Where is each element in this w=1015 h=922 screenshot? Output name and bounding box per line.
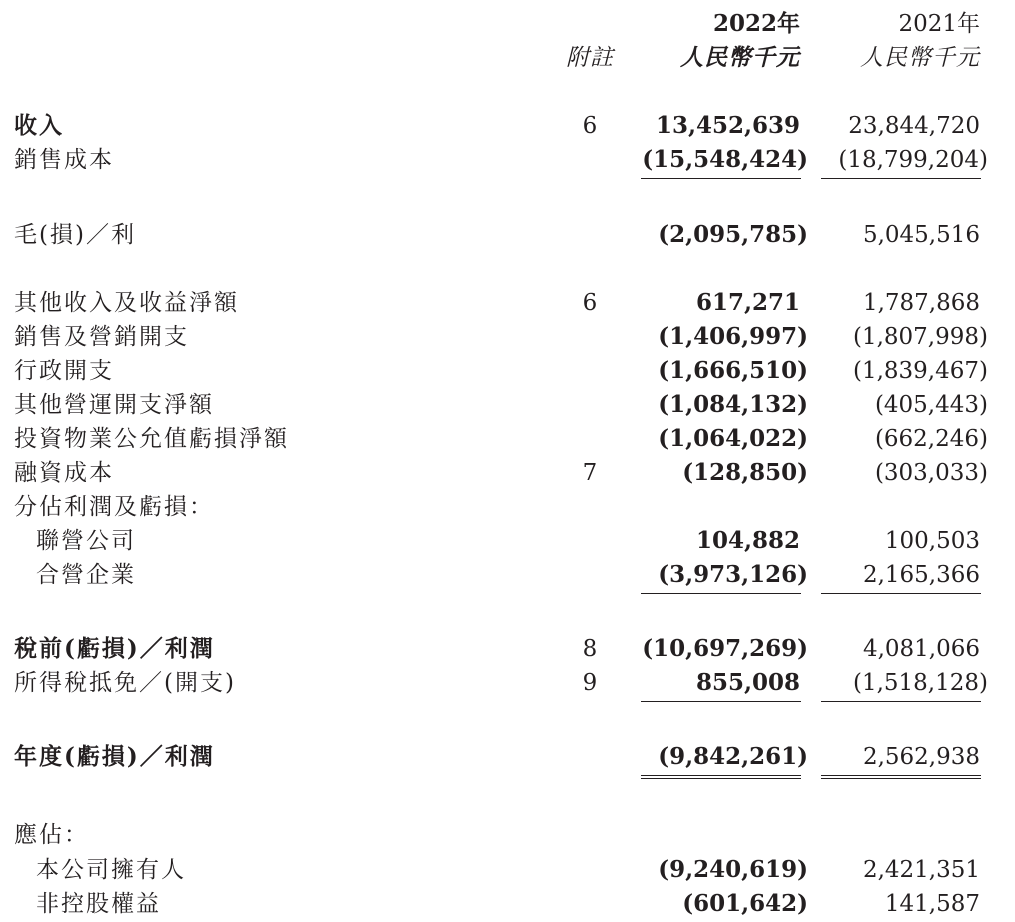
row-label-associates: 聯營公司 bbox=[36, 528, 136, 554]
row-py-revenue: 23,844,720 bbox=[848, 113, 980, 139]
header-year-current: 2022年 bbox=[712, 10, 800, 37]
row-note-tax: 9 bbox=[582, 670, 598, 696]
row-cy-revenue: 13,452,639 bbox=[655, 112, 800, 139]
row-py-finance-costs: (303,033) bbox=[874, 460, 988, 486]
row-cy-jv: (3,973,126) bbox=[658, 561, 808, 588]
subtotal-rule-current bbox=[641, 593, 801, 594]
row-label-share-heading: 分佔利潤及虧損： bbox=[14, 494, 214, 520]
subtotal-rule-prior bbox=[821, 701, 981, 702]
row-cy-tax: 855,008 bbox=[695, 669, 800, 696]
row-label-nci: 非控股權益 bbox=[36, 891, 161, 917]
row-cy-cost-of-sales: (15,548,424) bbox=[642, 146, 808, 173]
row-py-tax: (1,518,128) bbox=[852, 670, 988, 696]
row-note-revenue: 6 bbox=[582, 113, 598, 139]
row-py-nci: 141,587 bbox=[884, 891, 980, 917]
row-cy-associates: 104,882 bbox=[695, 527, 800, 554]
row-cy-gross: (2,095,785) bbox=[658, 221, 808, 248]
header-note-label: 附註 bbox=[566, 45, 614, 71]
row-py-selling: (1,807,998) bbox=[852, 324, 988, 350]
row-label-revenue: 收入 bbox=[14, 112, 64, 139]
row-label-gross: 毛(損)／利 bbox=[14, 222, 136, 248]
row-label-jv: 合營企業 bbox=[36, 562, 136, 588]
row-cy-other-income: 617,271 bbox=[695, 289, 800, 316]
row-py-jv: 2,165,366 bbox=[862, 562, 980, 588]
row-cy-owners: (9,240,619) bbox=[658, 856, 808, 883]
subtotal-rule-current bbox=[641, 701, 801, 702]
row-label-year-result: 年度(虧損)／利潤 bbox=[14, 743, 215, 770]
header-unit-current: 人民幣千元 bbox=[680, 44, 800, 71]
row-note-finance-costs: 7 bbox=[582, 460, 598, 486]
row-cy-other-opex: (1,084,132) bbox=[658, 391, 808, 418]
row-label-selling: 銷售及營銷開支 bbox=[14, 324, 189, 350]
header-year-prior: 2021年 bbox=[898, 11, 980, 37]
total-double-rule-prior bbox=[821, 775, 981, 779]
subtotal-rule-current bbox=[641, 178, 801, 179]
row-label-fv-loss: 投資物業公允值虧損淨額 bbox=[14, 426, 289, 452]
row-cy-fv-loss: (1,064,022) bbox=[658, 425, 808, 452]
row-py-admin: (1,839,467) bbox=[852, 358, 988, 384]
total-double-rule-current bbox=[641, 775, 801, 779]
row-label-pbt: 稅前(虧損)／利潤 bbox=[14, 635, 215, 662]
row-label-cost-of-sales: 銷售成本 bbox=[14, 147, 114, 173]
row-note-other-income: 6 bbox=[582, 290, 598, 316]
row-cy-pbt: (10,697,269) bbox=[642, 635, 808, 662]
row-cy-admin: (1,666,510) bbox=[658, 357, 808, 384]
row-py-year-result: 2,562,938 bbox=[862, 744, 980, 770]
row-label-finance-costs: 融資成本 bbox=[14, 460, 114, 486]
row-label-attributable: 應佔： bbox=[14, 822, 89, 848]
row-py-other-income: 1,787,868 bbox=[862, 290, 980, 316]
row-label-owners: 本公司擁有人 bbox=[36, 857, 186, 883]
row-py-other-opex: (405,443) bbox=[874, 392, 988, 418]
row-cy-year-result: (9,842,261) bbox=[658, 743, 808, 770]
row-py-fv-loss: (662,246) bbox=[874, 426, 988, 452]
row-label-admin: 行政開支 bbox=[14, 358, 114, 384]
row-py-gross: 5,045,516 bbox=[862, 222, 980, 248]
row-label-other-income: 其他收入及收益淨額 bbox=[14, 290, 239, 316]
row-py-pbt: 4,081,066 bbox=[862, 636, 980, 662]
row-note-pbt: 8 bbox=[582, 636, 598, 662]
subtotal-rule-prior bbox=[821, 593, 981, 594]
row-label-tax: 所得稅抵免／(開支) bbox=[14, 670, 236, 696]
row-py-associates: 100,503 bbox=[884, 528, 980, 554]
row-py-cost-of-sales: (18,799,204) bbox=[838, 147, 988, 173]
header-unit-prior: 人民幣千元 bbox=[860, 45, 980, 71]
row-cy-finance-costs: (128,850) bbox=[682, 459, 808, 486]
row-cy-nci: (601,642) bbox=[682, 890, 808, 917]
subtotal-rule-prior bbox=[821, 178, 981, 179]
row-label-other-opex: 其他營運開支淨額 bbox=[14, 392, 214, 418]
row-py-owners: 2,421,351 bbox=[862, 857, 980, 883]
row-cy-selling: (1,406,997) bbox=[658, 323, 808, 350]
